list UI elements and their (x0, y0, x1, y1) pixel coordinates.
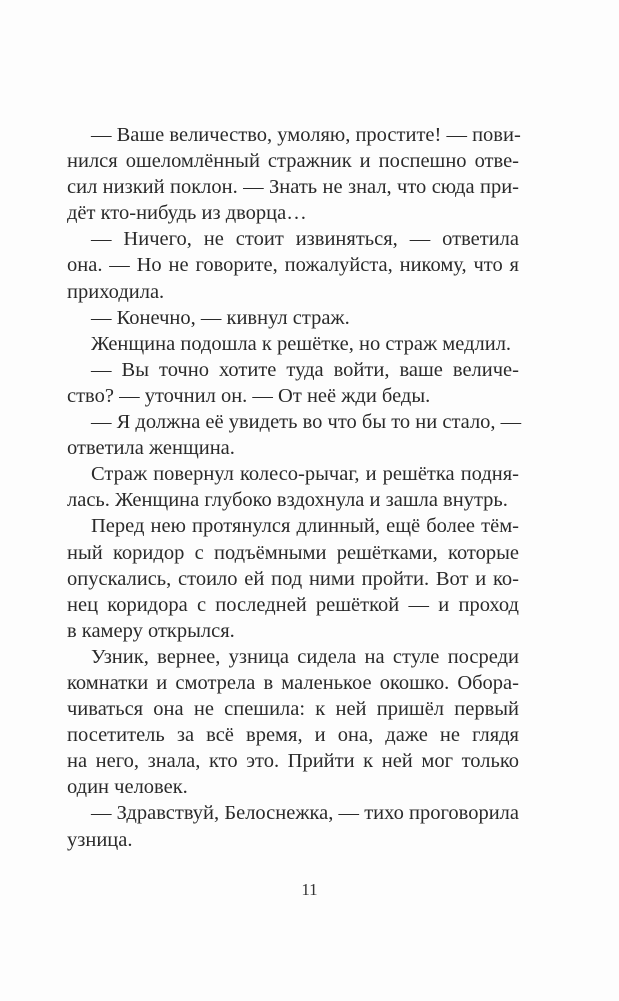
text-line: ство? — уточнил он. — От неё жди беды. (67, 384, 431, 407)
text-line: Перед нею протянулся длинный, ещё более тём- (91, 515, 519, 538)
body-text (67, 122, 522, 853)
text-line: один человек. (67, 776, 188, 799)
text-line: Узник, вернее, узница сидела на стуле посреди (91, 645, 519, 668)
text-line: — Здравствуй, Белоснежка, — тихо проговорила (91, 802, 519, 825)
text-line: в камеру открылся. (67, 619, 235, 642)
text-line: дёт кто-нибудь из дворца… (67, 202, 307, 225)
text-line: — Я должна её увидеть во что бы то ни стало, — (91, 411, 522, 434)
text-line: нился ошеломлённый стражник и поспешно отве- (67, 150, 519, 173)
text-line: Страж повернул колесо-рычаг, и решётка подня- (91, 463, 519, 486)
text-line: — Вы точно хотите туда войти, ваше величе- (91, 358, 519, 381)
text-line: Женщина подошла к решётке, но страж медлил. (91, 332, 512, 355)
text-line: опускались, стоило ей под ними пройти. Вот и ко- (67, 567, 519, 590)
text-line: ный коридор с подъёмными решётками, которые (67, 541, 519, 564)
text-line: посетитель за всё время, и она, даже не глядя (67, 724, 519, 747)
text-line: ответила женщина. (67, 437, 235, 460)
text-line: узница. (67, 828, 133, 851)
text-line: — Ваше величество, умоляю, простите! — пови- (91, 124, 521, 146)
text-line: приходила. (67, 280, 165, 303)
text-line: она. — Но не говорите, пожалуйста, никому, что я (67, 254, 519, 277)
text-line: сил низкий поклон. — Знать не знал, что сюда при- (67, 176, 519, 199)
text-line: — Ничего, не стоит извиняться, — ответила (91, 228, 519, 251)
text-line: чиваться она не спешила: к ней пришёл первый (67, 698, 519, 721)
text-line: нец коридора с последней решёткой — и проход (67, 593, 519, 616)
text-line: лась. Женщина глубоко вздохнула и зашла внутрь. (67, 489, 508, 512)
text-line: — Конечно, — кивнул страж. (91, 306, 350, 329)
text-line: на него, знала, кто это. Прийти к ней мог только (67, 750, 519, 773)
text-line: комнатки и смотрела в маленькое окошко. Обора- (67, 671, 519, 694)
page-number: 11 (301, 880, 318, 899)
